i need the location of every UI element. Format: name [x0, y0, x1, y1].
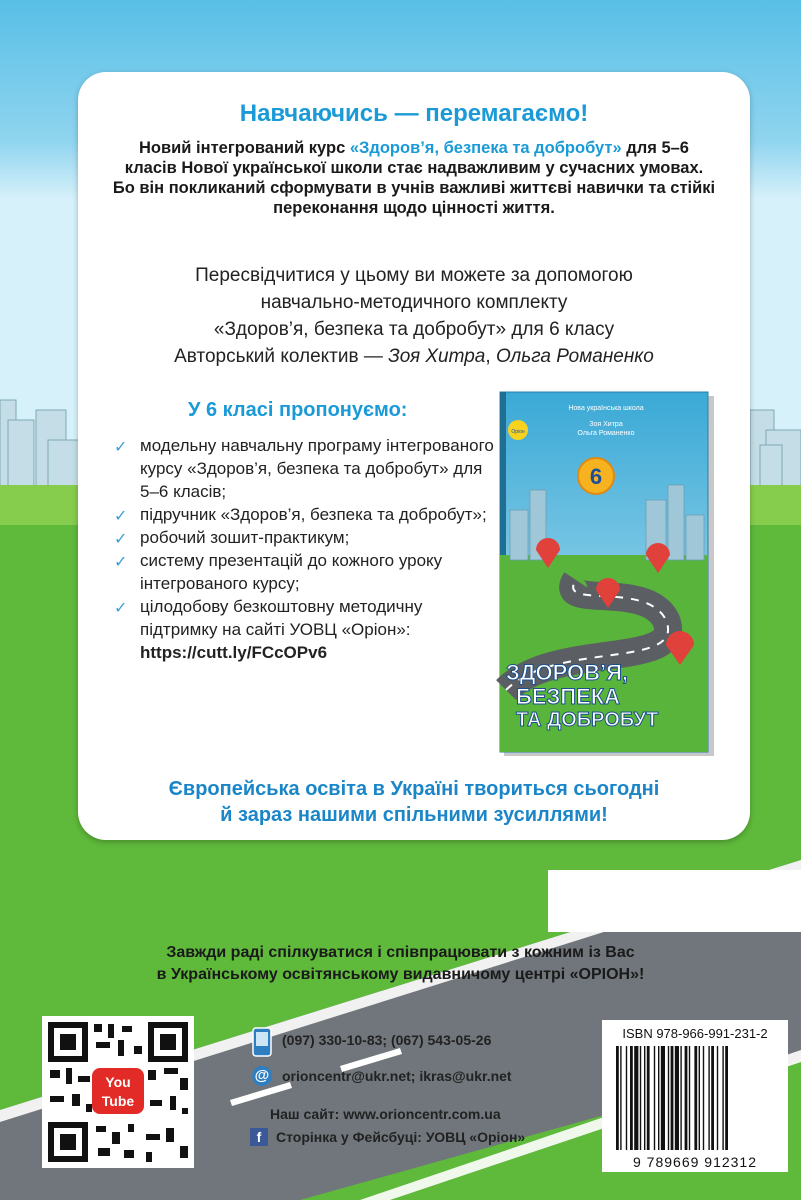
- book-series: Нова українська школа: [568, 405, 644, 412]
- card-headline: Навчаючись — перемагаємо!: [239, 100, 589, 127]
- isbn-block: [602, 1020, 788, 1172]
- verify-line-1: Пересвідчитися у цьому ви можете за допомогою: [195, 265, 633, 286]
- intro-course-name: «Здоров’я, безпека та добробут»: [349, 139, 622, 157]
- list-item: ✓ підручник «Здоров’я, безпека та добробут»;: [114, 503, 494, 526]
- course-intro: [112, 138, 716, 218]
- contact-banner-line-1: Завжди раді спілкуватися і співпрацювати з кожним із Вас: [166, 944, 635, 961]
- barcode: [616, 1046, 774, 1150]
- author-separator: ,: [485, 346, 496, 367]
- book-title-2: БЕЗПЕКА: [516, 684, 621, 709]
- youtube-label-1: You: [105, 1074, 131, 1090]
- book-cover: [496, 390, 718, 762]
- intro-text-1: Новий інтегрований курс: [139, 139, 350, 157]
- verify-line-4: [98, 343, 730, 370]
- contact-banner-line-2: в Українському освітянському видавничому центрі «ОРІОН»!: [156, 966, 645, 983]
- at-sign-icon: @: [252, 1066, 272, 1086]
- check-icon: ✓: [114, 508, 128, 525]
- check-icon: ✓: [114, 439, 128, 456]
- card-footer: [78, 776, 750, 828]
- book-author-2: Ольга Романенко: [577, 430, 635, 437]
- book-author-1: Зоя Хитра: [589, 421, 623, 428]
- phone-icon: [250, 1026, 274, 1058]
- check-icon: ✓: [114, 531, 128, 548]
- book-title-3: ТА ДОБРОБУТ: [516, 709, 659, 731]
- list-item: ✓ робочий зошит-практикум;: [114, 526, 494, 549]
- verify-line-3: «Здоров’я, безпека та добробут» для 6 класу: [213, 319, 615, 340]
- email-addresses[interactable]: orioncentr@ukr.net; ikras@ukr.net: [282, 1068, 512, 1084]
- website[interactable]: Наш сайт: www.orioncentr.com.ua: [270, 1106, 501, 1122]
- phone-numbers[interactable]: (097) 330-10-83; (067) 543-05-26: [282, 1032, 492, 1048]
- intro-text-2: для 5–6 класів Нової української школи стає надважливим у сучасних умовах. Бо він покликаний сформувати в учнів важливі життєві навички та стійкі переконання щодо цінності життя.: [112, 139, 716, 217]
- book-title-1: ЗДОРОВ’Я,: [506, 660, 628, 685]
- footer-line-2: й зараз нашими спільними зусиллями!: [220, 804, 608, 826]
- author-2: Ольга Романенко: [495, 346, 654, 367]
- youtube-label-2: Tube: [101, 1093, 135, 1109]
- facebook-icon: f: [250, 1128, 268, 1146]
- qr-code[interactable]: [42, 1016, 194, 1168]
- offer-list: [114, 434, 494, 664]
- kit-description: [98, 262, 730, 370]
- check-icon: ✓: [114, 554, 128, 571]
- white-panel: [548, 870, 801, 932]
- list-item: ✓ систему презентацій до кожного уроку інтегрованого курсу;: [114, 551, 443, 593]
- contact-banner: [0, 942, 801, 986]
- info-card: [78, 72, 750, 840]
- offer-title: У 6 класі пропонуємо:: [188, 399, 408, 421]
- author-1: Зоя Хитра: [388, 346, 486, 367]
- check-icon: ✓: [114, 600, 128, 617]
- isbn-number: ISBN 978-966-991-231-2: [622, 1026, 768, 1041]
- authors-prefix: Авторський колектив —: [174, 346, 389, 367]
- footer-line-1: Європейська освіта в Україні твориться сьогодні: [168, 778, 660, 800]
- barcode-number: 9 789669 912312: [633, 1154, 757, 1170]
- facebook-page[interactable]: Сторінка у Фейсбуці: УОВЦ «Оріон»: [276, 1129, 526, 1145]
- verify-line-2: навчально-методичного комплекту: [260, 292, 568, 313]
- book-publisher: Оріон: [511, 429, 525, 435]
- support-link[interactable]: https://cutt.ly/FCcOPv6: [140, 643, 328, 662]
- list-item: ✓ модельну навчальну програму інтегрованого курсу «Здоров’я, безпека та добробут» для 5–6 класів;: [114, 436, 494, 501]
- book-grade: 6: [589, 464, 603, 489]
- list-item: ✓ цілодобову безкоштовну методичну підтримку на сайті УОВЦ «Оріон»: https://cutt.ly/FCcOPv6: [114, 597, 423, 662]
